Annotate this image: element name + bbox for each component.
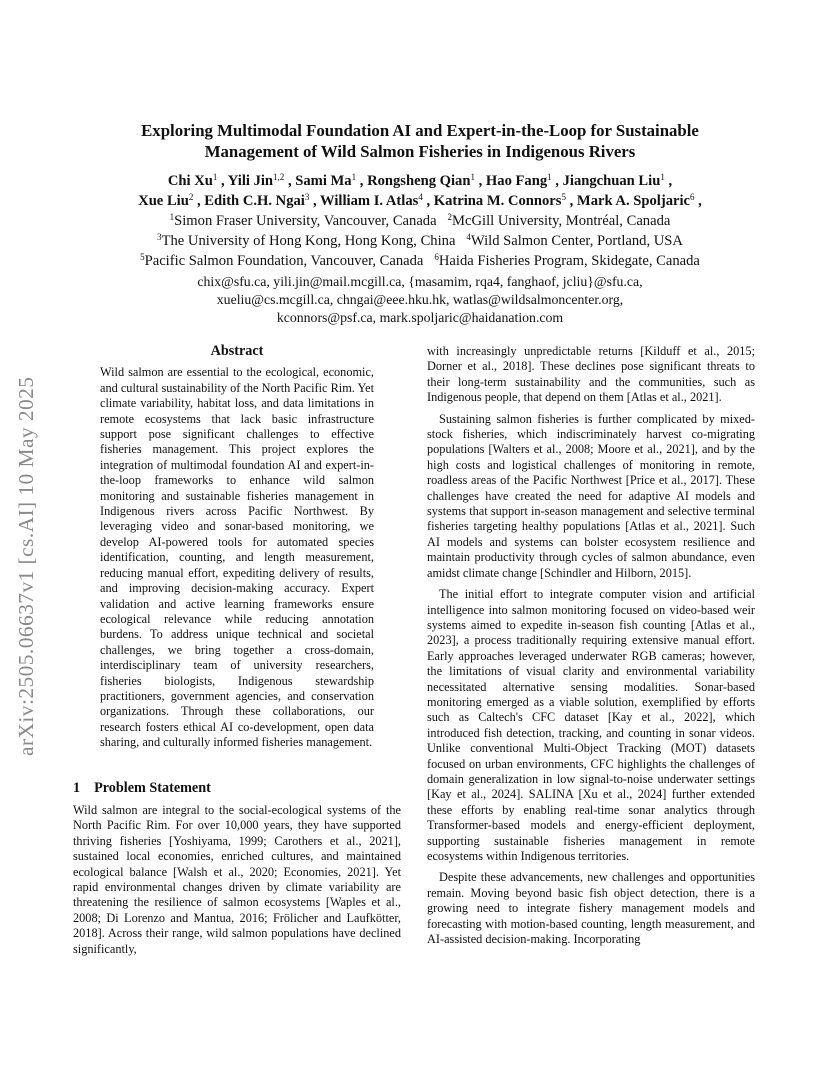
right-column xyxy=(427,344,755,947)
section-heading xyxy=(73,781,211,796)
author-name: Mark A. Spoljaric xyxy=(576,193,691,209)
author-affiliation-sup: 1 xyxy=(351,172,357,182)
affiliation: Simon Fraser University, Vancouver, Canada xyxy=(174,213,437,229)
section-number: 1 xyxy=(73,780,81,796)
affiliation-sup: 6 xyxy=(434,252,439,262)
body-paragraph: with increasingly unpredictable returns [Kilduff et al., 2015; Dorner et al., 2018]. These declines pose significant threats to their long-term sustainability and the communities, such as Indigenous people, that depend on them [Atlas et al., 2021]. xyxy=(427,344,755,405)
affiliation: Pacific Salmon Foundation, Vancouver, Canada xyxy=(144,253,424,269)
affiliation: Haida Fisheries Program, Skidegate, Canada xyxy=(438,253,700,269)
section-paragraph: Wild salmon are integral to the social-ecological systems of the North Pacific Rim. For over 10,000 years, they have supported thriving fisheries [Yoshiyama, 1999; Carothers et al., 2021], sustained local economies, enriched cultures, and maintained ecological balance [Walsh et al., 2020; Economies, 2021]. Yet rapid environmental changes driven by climate variability are threatening the resilience of salmon ecosystems [Waples et al., 2008; Di Lorenzo and Mantua, 2016; Frölicher and Laufkötter, 2018]. Across their range, wild salmon populations have declined significantly, xyxy=(73,803,401,956)
author-affiliation-sup: 1 xyxy=(212,172,218,182)
author-name: Katrina M. Connors xyxy=(433,193,562,209)
author-name: William I. Atlas xyxy=(320,193,419,209)
email-line: xueliu@cs.mcgill.ca, chngai@eee.hku.hk, watlas@wildsalmoncenter.org, xyxy=(216,292,624,307)
email-block xyxy=(80,273,760,327)
author-name: Xue Liu xyxy=(138,193,189,209)
affiliation-line-1 xyxy=(60,211,780,231)
body-paragraph: Despite these advancements, new challenges and opportunities remain. Moving beyond basic fish object detection, there is a growing need to integrate fishery management models and forecasting with motion-based counting, length measurement, and AI-assisted decision-making. Incorporating xyxy=(427,870,755,947)
author-affiliation-sup: 3 xyxy=(304,192,310,202)
affiliation-sup: 4 xyxy=(466,232,471,242)
author-line-1: Chi Xu$^1$ , Yili Jin$^{1,2}$ , Sami Ma$^1$ , Rongsheng Qian$^1$ , Hao Fang$^1$ , Jiangchuan Liu$^1$ , xyxy=(167,172,673,189)
author-affiliation-sup: 1 xyxy=(660,172,665,182)
author-name: Rongsheng Qian xyxy=(367,173,471,189)
section-title-text: Problem Statement xyxy=(94,780,211,796)
body-paragraph: The initial effort to integrate computer vision and artificial intelligence into salmon monitoring focused on video-based weir systems aimed to expedite in-season fish counting [Atlas et al., 2023], a process traditionally requiring extensive manual effort. Early approaches leveraged underwater RGB cameras; however, the limitations of visual clarity and environmental variability necessitated alternative sensing modalities. Sonar-based monitoring emerged as a viable solution, exemplified by efforts such as Caltech's CFC dataset [Kay et al., 2022], which introduced fish detection, tracking, and counting in sonar videos. Unlike conventional Multi-Object Tracking (MOT) datasets focused on urban environments, CFC highlights the challenges of domain generalization in low signal-to-noise underwater settings [Kay et al., 2024]. SALINA [Xu et al., 2024] further extended these efforts by enabling real-time sonar analytics through Transformer-based models and energy-efficient deployment, supporting sustainable fisheries management in remote ecosystems within Indigenous territories. xyxy=(427,587,755,863)
author-affiliation-sup: 4 xyxy=(418,192,423,202)
author-affiliation-sup: 5 xyxy=(561,192,566,202)
affiliation-line-2 xyxy=(60,231,780,251)
paper-title xyxy=(70,120,770,162)
author-affiliation-sup: 1 xyxy=(547,172,552,182)
affiliation: McGill University, Montréal, Canada xyxy=(452,213,671,229)
author-affiliation-sup: 6 xyxy=(690,192,695,202)
author-affiliation-sup: 2 xyxy=(188,192,194,202)
abstract-heading: Abstract xyxy=(210,343,264,359)
email-line: kconnors@psf.ca, mark.spoljaric@haidanation.com xyxy=(276,310,564,325)
author-affiliation-sup: 1 xyxy=(470,172,475,182)
body-paragraph: Sustaining salmon fisheries is further complicated by mixed-stock fisheries, which indiscriminately harvest co-migrating populations [Walters et al., 2008; Moore et al., 2021], and by the high costs and logistical challenges of monitoring in remote, roadless areas of the Pacific Northwest [Price et al., 2017]. These challenges have created the need for adaptive AI models and systems that support in-season management and selective terminal fisheries targeting healthy populations [Atlas et al., 2021]. Such AI models and systems can bolster ecosystem resilience and maintain productivity through cycles of salmon abundance, even amidst climate change [Schindler and Hilborn, 2015]. xyxy=(427,411,755,580)
author-name: Chi Xu xyxy=(167,173,213,189)
author-name: Jiangchuan Liu xyxy=(562,173,661,189)
paper-title-line-2: Management of Wild Salmon Fisheries in Indigenous Rivers xyxy=(204,142,636,161)
paper-title-line-1: Exploring Multimodal Foundation AI and Expert-in-the-Loop for Sustainable xyxy=(141,121,699,140)
author-line-2: Xue Liu$^2$ , Edith C.H. Ngai$^3$ , William I. Atlas$^4$ , Katrina M. Connors$^5$ , Mark A. Spoljaric$^6$ , xyxy=(138,192,702,209)
affiliation: Wild Salmon Center, Portland, USA xyxy=(470,233,683,249)
abstract-text: Wild salmon are essential to the ecological, economic, and cultural sustainability of the North Pacific Rim. Yet climate variability, habitat loss, and data limitations in remote ecosystems that lack basic infrastructure support pose significant challenges to effective fisheries management. This project explores the integration of multimodal foundation AI and expert-in-the-loop frameworks to enhance wild salmon monitoring and sustainable fisheries management in Indigenous rivers across Pacific Northwest. By leveraging video and sonar-based monitoring, we develop AI-powered tools for automated species identification, counting, and length measurement, reducing manual effort, expediting delivery of results, and improving decision-making accuracy. Expert validation and active learning frameworks ensure ecological relevance while reducing annotation burdens. To address unique technical and societal challenges, we bring together a cross-domain, interdisciplinary team of university researchers, fisheries biologists, Indigenous stewardship practitioners, government agencies, and conservation organizations. Through these collaborations, our research fosters ethical AI co-development, open data sharing, and culturally informed fisheries management. xyxy=(100,365,374,750)
left-column xyxy=(73,344,401,984)
affiliation: The University of Hong Kong, Hong Kong, China xyxy=(161,233,456,249)
affiliation-line-3 xyxy=(60,251,780,271)
affiliation-sup: 1 xyxy=(169,212,175,222)
affiliation-sup: 5 xyxy=(140,252,145,262)
author-name: Sami Ma xyxy=(295,173,352,189)
author-name: Hao Fang xyxy=(485,173,548,189)
author-name: Edith C.H. Ngai xyxy=(204,193,305,209)
affiliation-sup: 2 xyxy=(447,212,453,222)
author-name: Yili Jin xyxy=(227,173,274,189)
affiliation-sup: 3 xyxy=(157,232,162,242)
author-block xyxy=(60,171,780,271)
author-affiliation-sup: 1,2 xyxy=(273,172,285,182)
arxiv-identifier: arXiv:2505.06637v1 [cs.AI] 10 May 2025 xyxy=(14,376,38,756)
email-line: chix@sfu.ca, yili.jin@mail.mcgill.ca, {masamim, rqa4, fanghaof, jcliu}@sfu.ca, xyxy=(197,274,643,289)
